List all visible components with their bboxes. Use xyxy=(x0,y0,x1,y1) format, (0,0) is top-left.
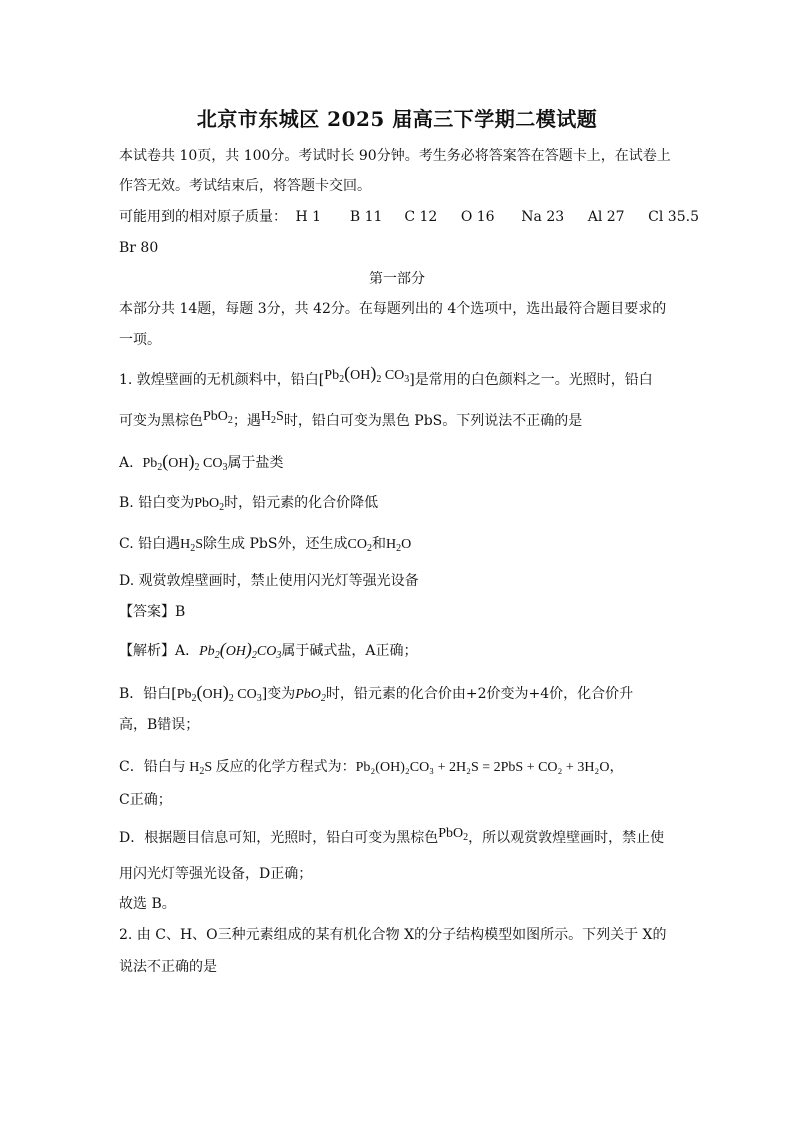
mass-h: H 1 xyxy=(295,209,322,225)
q1-explanation-c-1: C．铅白与 $H_2S$ 反应的化学方程式为：Pb₂(OH)₂CO₃ + 2H₂S = 2PbS + CO₂ + 3H₂O， xyxy=(119,759,624,777)
q1-explanation-d-1: D．根据题目信息可知，光照时，铅白可变为黑棕色PbO$_2$，所以观赏敦煌壁画时，禁止使 xyxy=(119,826,665,846)
formula-h2s: $H_2S$ xyxy=(185,760,216,777)
section-heading: 第一部分 xyxy=(369,271,425,287)
formula-pbo2: PbO$_2$ xyxy=(438,826,469,843)
exam-title: 北京市东城区 2025 届高三下学期二模试题 xyxy=(196,107,598,131)
q1-option-c[interactable]: C. 铅白遇$H_2S$除生成 PbS外，还生成$CO_2$和$H_2O$ xyxy=(119,536,412,554)
q1-option-b[interactable]: B. 铅白变为PbO$_2$时，铅元素的化合价降低 xyxy=(119,495,379,513)
mass-c: C 12 xyxy=(404,209,438,225)
mass-o: O 16 xyxy=(460,209,495,225)
q2-stem-line-2: 说法不正确的是 xyxy=(119,959,217,975)
formula-h2o: $H_2O$ xyxy=(385,537,412,554)
q1-explanation-d-2: 用闪光灯等强光设备，D正确； xyxy=(119,866,313,882)
mass-cl: Cl 35.5 xyxy=(648,209,699,225)
section-desc-2: 一项。 xyxy=(119,332,161,348)
formula-h2s: $H_2S$ xyxy=(260,409,284,426)
formula-pb2-oh2-co3: $Pb_2(OH)_2$ $CO_3$ xyxy=(324,363,410,385)
formula-pbo2-italic: PbO$_2$ xyxy=(295,687,326,704)
intro-line-2: 作答无效。考试结束后，将答题卡交回。 xyxy=(119,178,371,194)
formula-pb2-oh2-co3: $Pb_2(OH)_2$ $CO_3$ xyxy=(176,682,262,704)
mass-al: Al 27 xyxy=(587,209,625,225)
q1-conclusion: 故选 B。 xyxy=(119,896,176,912)
formula-pb2-oh2-co3: $Pb_2(OH)_2$ $CO_3$ xyxy=(142,451,228,473)
intro-line-1: 本试卷共 10页，共 100分。考试时长 90分钟。考生务必将答案答在答题卡上，在试卷上 xyxy=(119,148,671,164)
mass-na: Na 23 xyxy=(521,209,565,225)
formula-co2: $CO_2$ xyxy=(347,537,372,554)
q1-answer: 【答案】B xyxy=(119,604,186,620)
mass-b: B 11 xyxy=(349,209,383,225)
q1-explanation-b-1: B．铅白[$Pb_2(OH)_2$ $CO_3$]变为PbO$_2$时，铅元素的化合价由+2价变为+4价，化合价升 xyxy=(119,682,634,704)
mass-br: Br 80 xyxy=(119,240,159,256)
q1-explanation-a: 【解析】A．$Pb_2(OH)_2CO_3$属于碱式盐，A正确； xyxy=(119,639,418,661)
q1-option-a[interactable]: A. $Pb_2(OH)_2$ $CO_3$属于盐类 xyxy=(119,451,284,473)
formula-pbo2: PbO$_2$ xyxy=(194,496,225,513)
reaction-equation: Pb₂(OH)₂CO₃ + 2H₂S = 2PbS + CO₂ + 3H₂O xyxy=(355,760,610,775)
q1-option-d[interactable]: D. 观赏敦煌壁画时，禁止使用闪光灯等强光设备 xyxy=(119,573,419,589)
atomic-mass-line xyxy=(119,208,699,226)
q1-stem-line-2: 可变为黑棕色PbO$_2$；遇$H_2S$时，铅白可变为黑色 PbS。下列说法不正确的是 xyxy=(119,409,583,429)
formula-pbo2: PbO$_2$ xyxy=(203,409,233,426)
section-desc-1: 本部分共 14题，每题 3分，共 42分。在每题列出的 4个选项中，选出最符合题目要求的 xyxy=(119,301,667,317)
q1-stem-line-1: 1. 敦煌壁画的无机颜料中，铅白[$Pb_2(OH)_2$ $CO_3$]是常用的白色颜料之一。光照时，铅白 xyxy=(119,363,653,388)
atomic-mass-label: 可能用到的相对原子质量： xyxy=(119,209,287,225)
q1-explanation-b-2: 高，B错误； xyxy=(119,717,200,733)
q2-stem-line-1: 2. 由 C、H、O三种元素组成的某有机化合物 X的分子结构模型如图所示。下列关于 X的 xyxy=(119,927,667,943)
formula-pb2-oh2-co3-italic: $Pb_2(OH)_2CO_3$ xyxy=(199,639,282,661)
formula-h2s: $H_2S$ xyxy=(180,537,204,554)
q1-explanation-c-2: C正确； xyxy=(119,792,172,808)
